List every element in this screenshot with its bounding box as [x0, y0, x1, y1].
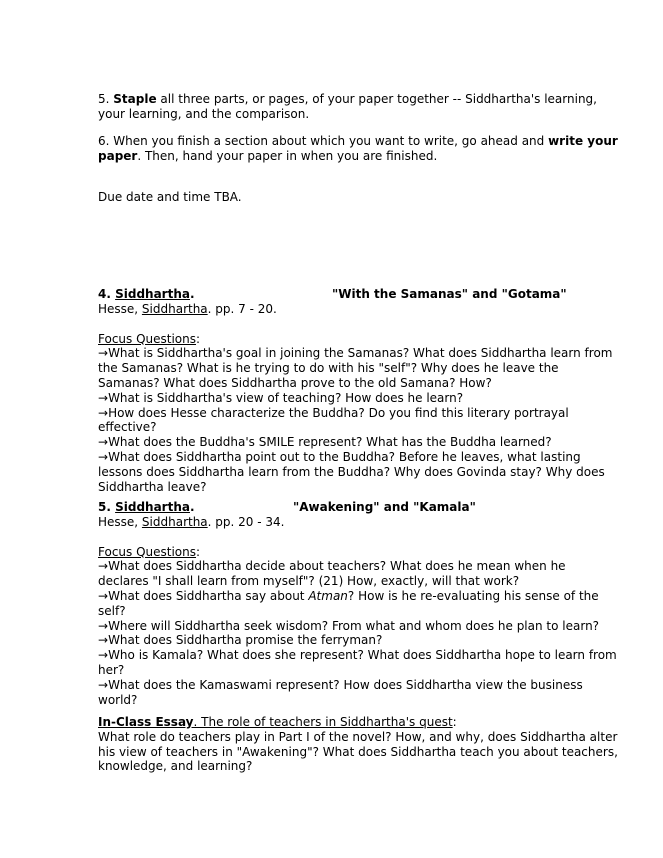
- atman-term: Atman: [308, 588, 348, 603]
- question-text: What does Siddhartha decide about teachers? What does he mean when he declares "I shall learn from myself"? (21) How, exactly, will that work?: [98, 559, 566, 589]
- book-title: Siddhartha: [115, 287, 190, 301]
- instruction-item-5: [98, 92, 618, 122]
- question-text: What is Siddhartha's goal in joining the Samanas? What does Siddhartha learn from the Samanas? What is he trying to do with his "self"? Why does he leave the Samanas? What does Siddhartha prove to the old Samana? How?: [98, 346, 613, 390]
- essay-heading: [98, 715, 618, 730]
- arrow-icon: →: [98, 435, 109, 450]
- item-text: 6. When you finish a section about which you want to write, go ahead and: [98, 134, 549, 148]
- arrow-icon: →: [98, 390, 109, 405]
- section-number: 5.: [98, 500, 116, 514]
- question-text: ? How is he re-evaluating his sense of the self?: [98, 588, 599, 618]
- due-date: Due date and time TBA.: [98, 190, 242, 204]
- question-text: What is Siddhartha's view of teaching? How does he learn?: [108, 390, 464, 405]
- emphasis-staple: Staple: [113, 92, 157, 106]
- book-title: Siddhartha: [115, 500, 190, 514]
- focus-question: [98, 450, 618, 494]
- item-text: all three parts, or pages, of your paper together -- Siddhartha's learning, your learning, and the comparison.: [98, 92, 597, 121]
- focus-question: [98, 435, 618, 450]
- focus-question: [98, 346, 618, 390]
- focus-questions-label: [98, 545, 618, 560]
- item-number: 5.: [98, 92, 110, 106]
- focus-question: [98, 391, 618, 406]
- section-5-heading: [98, 500, 618, 515]
- section-4-heading: [98, 287, 618, 302]
- ref-author: Hesse,: [98, 302, 142, 316]
- question-text: What does the Kamaswami represent? How does Siddhartha view the business world?: [98, 677, 583, 707]
- arrow-icon: →: [98, 559, 109, 574]
- focus-questions-label: [98, 332, 618, 347]
- arrow-icon: →: [98, 449, 109, 464]
- question-text: Who is Kamala? What does she represent? What does Siddhartha hope to learn from her?: [98, 648, 617, 677]
- focus-label: Focus Questions: [98, 331, 197, 346]
- arrow-icon: →: [98, 346, 109, 361]
- section-number: 4.: [98, 287, 116, 301]
- heading-dot: .: [189, 287, 195, 301]
- arrow-icon: →: [98, 405, 109, 420]
- focus-question: [98, 633, 618, 648]
- focus-question: [98, 589, 618, 619]
- question-text: How does Hesse characterize the Buddha? Do you find this literary portrayal effective?: [98, 405, 569, 435]
- essay-title: . The role of teachers in Siddhartha's quest: [193, 715, 453, 729]
- arrow-icon: →: [98, 677, 109, 692]
- chapter-titles: "Awakening" and "Kamala": [293, 500, 476, 514]
- focus-question: [98, 678, 618, 708]
- focus-label: Focus Questions: [98, 544, 197, 559]
- arrow-icon: →: [98, 648, 109, 663]
- ref-book: Siddhartha: [141, 515, 208, 529]
- ref-pages: . pp. 7 - 20.: [207, 302, 277, 316]
- ref-book: Siddhartha: [141, 302, 208, 316]
- emphasis-write-your-paper: write your paper: [98, 134, 618, 163]
- arrow-icon: →: [98, 588, 109, 603]
- ref-pages: . pp. 20 - 34.: [207, 515, 285, 529]
- essay-colon: :: [452, 715, 457, 729]
- focus-colon: :: [196, 544, 201, 559]
- question-text: What does the Buddha's SMILE represent? What has the Buddha learned?: [108, 435, 552, 450]
- arrow-icon: →: [98, 618, 109, 633]
- section-4: [98, 287, 618, 494]
- section-5: [98, 500, 618, 707]
- question-text: What does Siddhartha promise the ferryman?: [108, 633, 383, 648]
- ref-author: Hesse,: [98, 515, 142, 529]
- chapter-titles: "With the Samanas" and "Gotama": [332, 287, 567, 301]
- essay-label: In-Class Essay: [98, 715, 194, 729]
- item-text: . Then, hand your paper in when you are finished.: [137, 148, 438, 163]
- essay-prompt: What role do teachers play in Part I of the novel? How, and why, does Siddhartha alter his view of teachers in "Awakening"? What does Siddhartha teach you about teachers, knowledge, and learning?: [98, 729, 618, 774]
- heading-dot: .: [189, 500, 195, 514]
- focus-colon: :: [196, 331, 201, 346]
- question-text: What does Siddhartha point out to the Buddha? Before he leaves, what lasting lessons does Siddhartha learn from the Buddha? Why does Govinda stay? Why does Siddhartha leave?: [98, 449, 605, 494]
- focus-question: [98, 406, 618, 436]
- focus-question: [98, 559, 618, 589]
- focus-question: [98, 648, 618, 678]
- reading-reference: [98, 302, 618, 317]
- in-class-essay: [98, 715, 618, 774]
- instruction-item-6: [98, 134, 618, 164]
- question-text: Where will Siddhartha seek wisdom? From what and whom does he plan to learn?: [108, 618, 600, 633]
- focus-question: [98, 619, 618, 634]
- reading-reference: [98, 515, 618, 530]
- question-text: What does Siddhartha say about: [108, 588, 309, 603]
- arrow-icon: →: [98, 633, 109, 648]
